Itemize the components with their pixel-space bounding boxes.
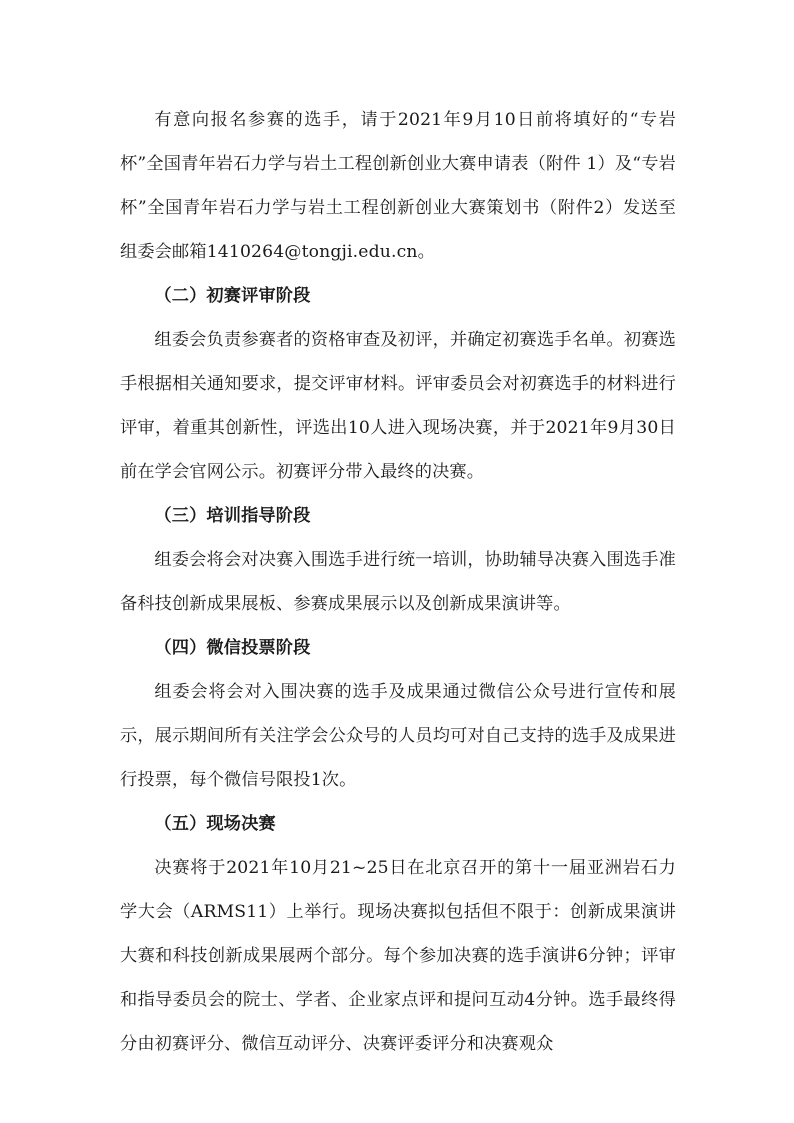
final-paragraph: 决赛将于2021年10月21~25日在北京召开的第十一届亚洲岩石力学大会（ARMS11）上举行。现场决赛拟包括但不限于：创新成果演讲大赛和科技创新成果展两个部分。每个参加决赛的选手演讲6分钟；评审和指导委员会的院士、学者、企业家点评和提问互动4分钟。选手最终得分由初赛评分、微信互动评分、决赛评委评分和决赛观众: [120, 858, 676, 1054]
preliminary-review-paragraph: 组委会负责参赛者的资格审查及初评，并确定初赛选手名单。初赛选手根据相关通知要求，提交评审材料。评审委员会对初赛选手的材料进行评审，着重其创新性，评选出10人进入现场决赛，并于2021年9月30日前在学会官网公示。初赛评分带入最终的决赛。: [120, 330, 676, 482]
registration-paragraph: 有意向报名参赛的选手，请于2021年9月10日前将填好的“专岩杯”全国青年岩石力学与岩土工程创新创业大赛申请表（附件 1）及“专岩杯”全国青年岩石力学与岩土工程创新创业大赛策划书（附件2）发送至组委会邮箱1410264@tongji.edu.cn。: [120, 110, 676, 262]
document-body: [120, 98, 676, 1066]
wechat-voting-paragraph: 组委会将会对入围决赛的选手及成果通过微信公众号进行宣传和展示，展示期间所有关注学会公众号的人员均可对自己支持的选手及成果进行投票，每个微信号限投1次。: [120, 682, 676, 790]
training-paragraph: 组委会将会对决赛入围选手进行统一培训，协助辅导决赛入围选手准备科技创新成果展板、参赛成果展示以及创新成果演讲等。: [120, 550, 676, 614]
section-heading-preliminary-review: （二）初赛评审阶段: [154, 286, 311, 306]
section-heading-training: （三）培训指导阶段: [154, 506, 311, 526]
section-heading-wechat-voting: （四）微信投票阶段: [154, 638, 311, 658]
section-heading-final: （五）现场决赛: [154, 814, 276, 834]
